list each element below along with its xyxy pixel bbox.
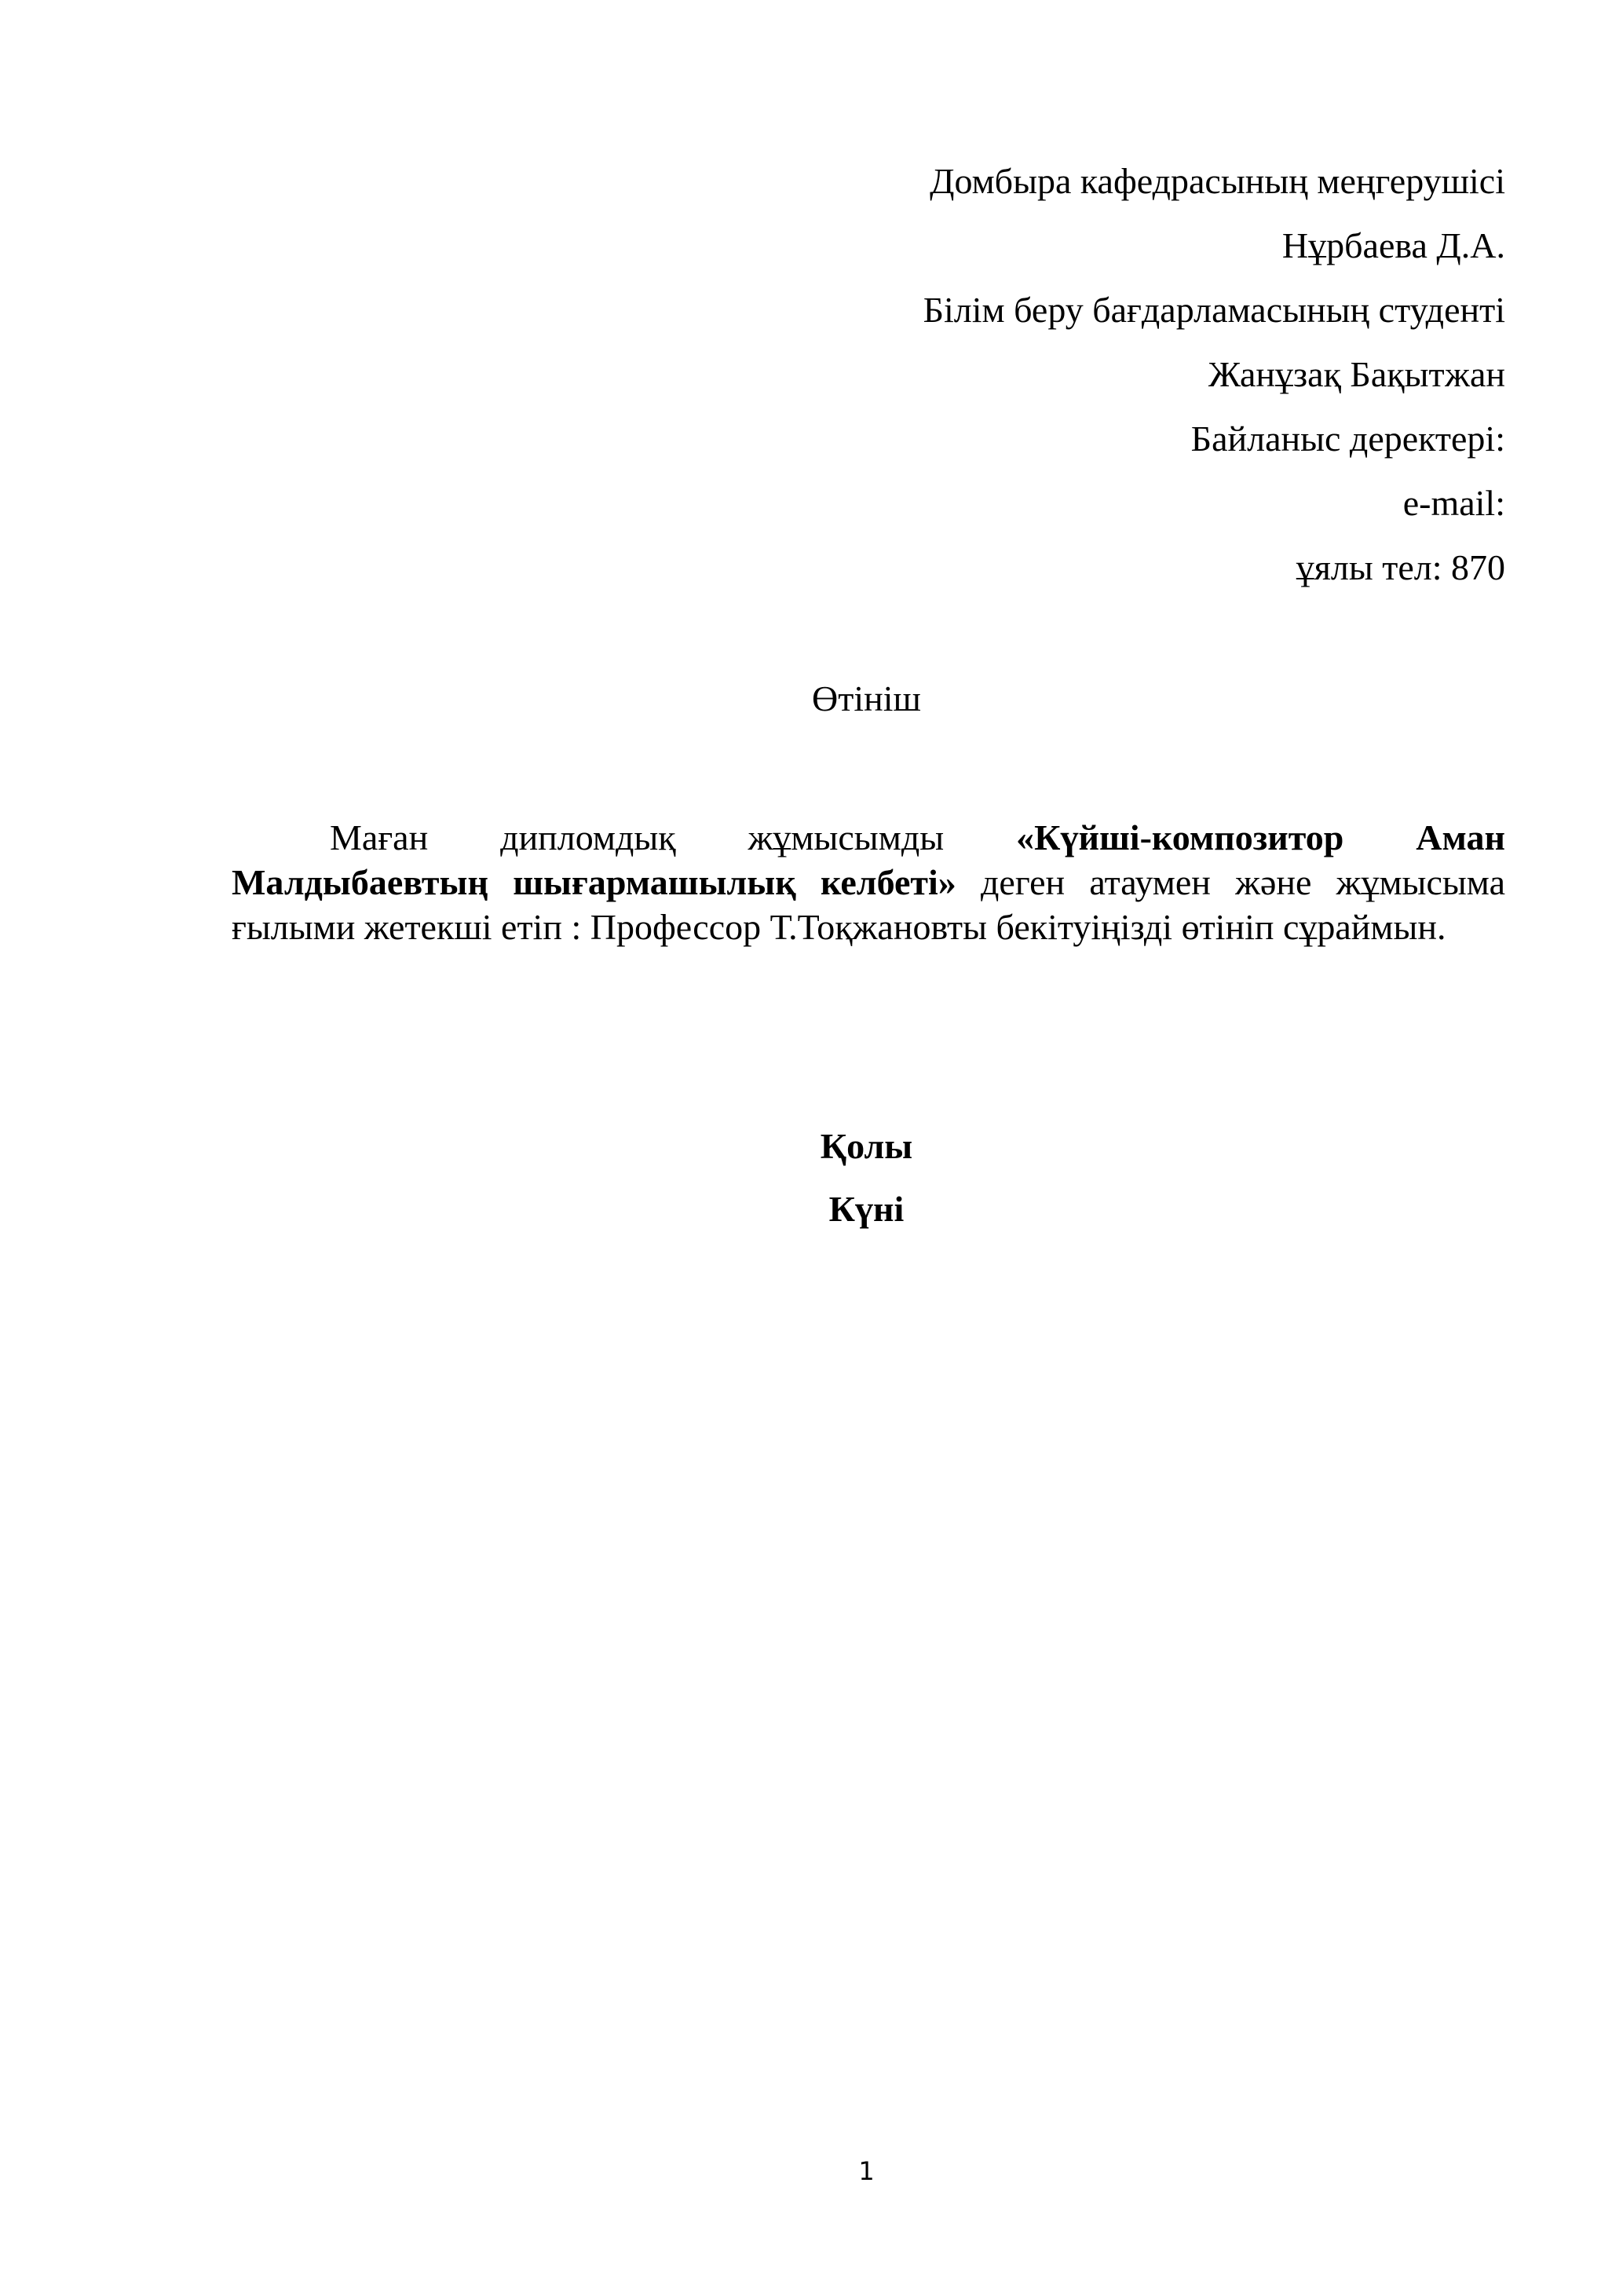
addressee-line: e-mail: [1402, 483, 1505, 523]
addressee-block [563, 149, 1505, 600]
signature-label: Қолы [820, 1126, 913, 1166]
document-title: Өтініш [812, 678, 921, 718]
application-body [232, 815, 1505, 949]
signature-block [0, 1115, 1623, 1241]
body-text-part2: деген атаумен және жұмысыма ғылыми жетекші етіп : Профессор Т.Тоқжановты бекітуіңізді өтініп сұраймын. [232, 862, 1505, 947]
body-text-part1: Маған дипломдық жұмысымды [330, 817, 1017, 857]
thesis-title: «Күйші-композитор Аман Малдыбаевтың шығармашылық келбеті» [232, 817, 1505, 902]
addressee-line: Нұрбаева Д.А. [1281, 225, 1505, 265]
date-label: Күні [828, 1189, 905, 1229]
addressee-line: Домбыра кафедрасының меңгерушісі [930, 161, 1505, 201]
addressee-line: ұялы тел: 870 [1296, 547, 1505, 587]
addressee-line: Білім беру бағдарламасының студенті [923, 290, 1505, 330]
addressee-line: Байланыс деректері: [1190, 419, 1505, 459]
page-number: 1 [858, 2156, 875, 2186]
addressee-line: Жанұзақ Бақытжан [1208, 354, 1505, 394]
